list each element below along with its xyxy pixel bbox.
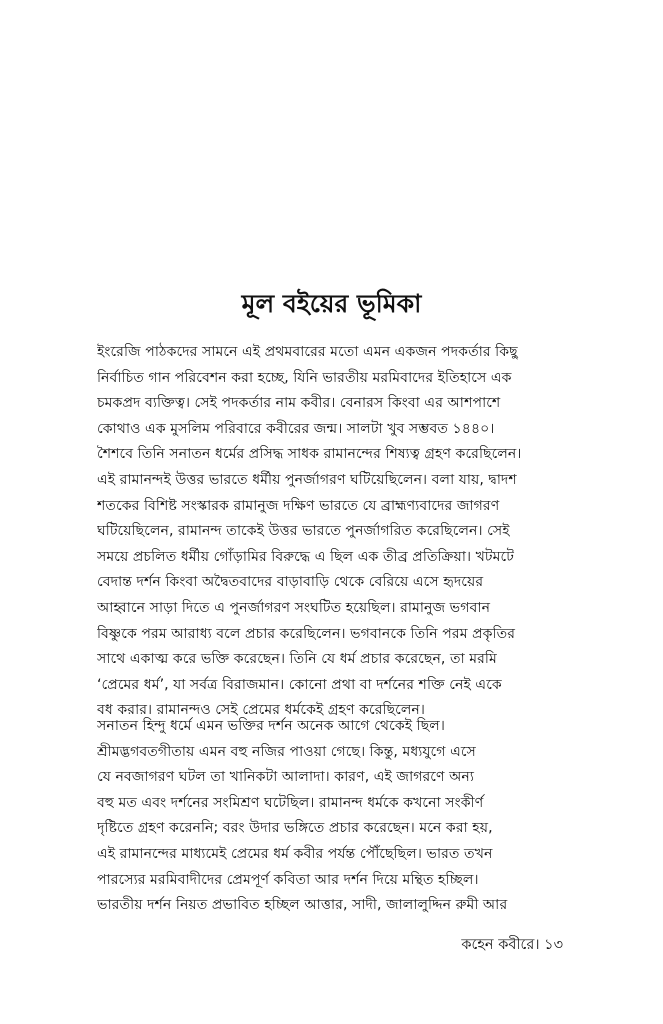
text-line: যে নবজাগরণ ঘটল তা খানিকটা আলাদা। কারণ, এই জাগরণে অন্য	[97, 769, 474, 786]
page-footer: কহেন কবীরে। ১৩	[461, 937, 563, 953]
text-line: ইংরেজি পাঠকদের সামনে এই প্রথমবারের মতো এমন একজন পদকর্তার কিছু	[97, 344, 518, 360]
page-title: মূল বইয়ের ভূমিকা	[241, 289, 422, 318]
text-line: দৃষ্টিতে গ্রহণ করেননি; বরং উদার ভঙ্গিতে প্রচার করেছেন। মনে করা হয়,	[97, 820, 493, 837]
text-line: বেদান্ত দর্শন কিংবা অদ্বৈতবাদের বাড়াবাড়ি থেকে বেরিয়ে এসে হৃদয়ের	[97, 574, 484, 591]
text-line: আহ্বানে সাড়া দিতে এ পুনর্জাগরণ সংঘটিত হয়েছিল। রামানুজ ভগবান	[97, 599, 491, 616]
text-line: এই রামানন্দই উত্তর ভারতে ধর্মীয় পুনর্জাগরণ ঘটিয়েছিলেন। বলা যায়, দ্বাদশ	[97, 471, 517, 488]
text-line: শতকের বিশিষ্ট সংস্কারক রামানুজ দক্ষিণ ভারতে যে ব্রাহ্মণ্যবাদের জাগরণ	[97, 497, 500, 514]
text-line: সাথে একাত্ম করে ভক্তি করেছেন। তিনি যে ধর্ম প্রচার করেছেন, তা মরমি	[97, 651, 497, 668]
text-line: বহু মত এবং দর্শনের সংমিশ্রণ ঘটেছিল। রামানন্দ ধর্মকে কখনো সংকীর্ণ	[97, 794, 484, 811]
text-line: বধ করার। রামানন্দও সেই প্রেমের ধর্মকেই গ্রহণ করেছিলেন।	[97, 702, 425, 719]
text-line: সনাতন হিন্দু ধর্মে এমন ভক্তির দর্শন অনেক আগে থেকেই ছিল।	[97, 718, 445, 734]
text-line: ‘প্রেমের ধর্ম’, যা সর্বত্র বিরাজমান। কোনো প্রথা বা দর্শনের শক্তি নেই একে	[97, 676, 502, 693]
text-line: এই রামানন্দের মাধ্যমেই প্রেমের ধর্ম কবীর পর্যন্ত পৌঁছেছিল। ভারত তখন	[97, 845, 493, 862]
text-line: ভারতীয় দর্শন নিয়ত প্রভাবিত হচ্ছিল আত্তার, সাদী, জালালুদ্দিন রুমী আর	[97, 897, 508, 914]
text-line: কোথাও এক মুসলিম পরিবারে কবীরের জন্ম। সালটা খুব সম্ভবত ১৪৪০।	[97, 420, 495, 437]
text-line: পারস্যের মরমিবাদীদের প্রেমপূর্ণ কবিতা আর দর্শন দিয়ে মন্থিত হচ্ছিল।	[97, 871, 479, 888]
text-line: শ্রীমদ্ভগবতগীতায় এমন বহু নজির পাওয়া গেছে। কিন্তু, মধ্যযুগে এসে	[97, 743, 476, 760]
text-line: ঘটিয়েছিলেন, রামানন্দ তাকেই উত্তর ভারতে পুনর্জাগরিত করেছিলেন। সেই	[97, 523, 510, 540]
text-line: চমকপ্রদ ব্যক্তিত্ব। সেই পদকর্তার নাম কবীর। বেনারস কিংবা এর আশপাশে	[97, 395, 501, 412]
text-line: শৈশবে তিনি সনাতন ধর্মের প্রসিদ্ধ সাধক রামানন্দের শিষ্যত্ব গ্রহণ করেছিলেন।	[97, 446, 522, 463]
text-line: নির্বাচিত গান পরিবেশন করা হচ্ছে, যিনি ভারতীয় মরমিবাদের ইতিহাসে এক	[97, 369, 512, 386]
paragraph-2	[97, 714, 563, 919]
text-line: সময়ে প্রচলিত ধর্মীয় গোঁড়ামির বিরুদ্ধে এ ছিল এক তীব্র প্রতিক্রিয়া। খটমটে	[97, 548, 514, 565]
paragraph-1	[97, 340, 563, 724]
text-line: বিষ্ণুকে পরম আরাধ্য বলে প্রচার করেছিলেন। ভগবানকে তিনি পরম প্রকৃতির	[97, 625, 516, 642]
